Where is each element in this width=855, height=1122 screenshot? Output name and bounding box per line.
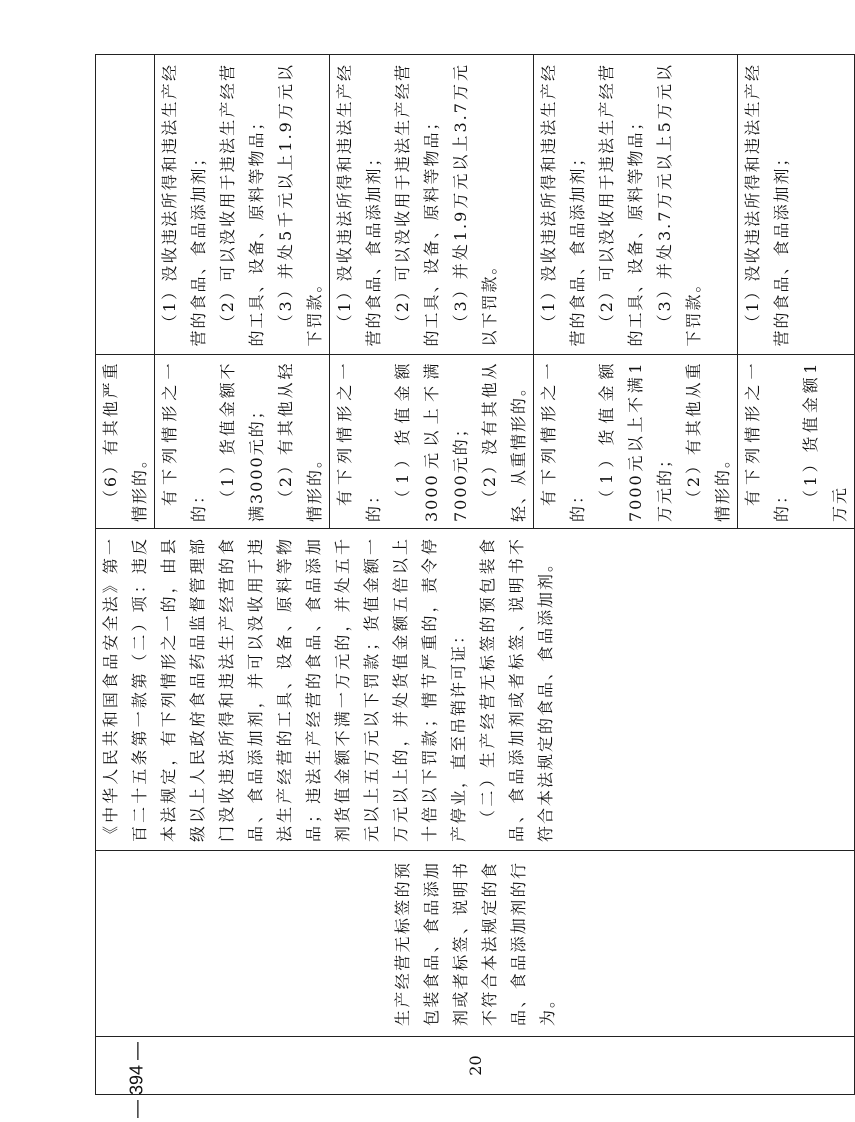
page-number-text: — 394 — — [126, 1041, 147, 1119]
legal-basis-paragraph: 《中华人民共和国食品安全法》第一百二十五条第一款第（二）项：违反本法规定，有下列情形之一的，由县级以上人民政府食品药品监督管理部门没收违法所得和违法生产经营的食品、食品添加剂，并可以没收用于违法生产经营的工具、设备、原料等物品；违法生产经营的食品、食品添加剂货值金额不满一万元的，并处五千元以上五万元以下罚款；货值金额一万元以上的，并处货值金额五倍以上十倍以下罚款；情节严重的，责令停产停业，直至吊销许可证： — [101, 537, 468, 842]
penalty-line: （2）可以没收用于违法生产经营的工具、设备、原料等物品； — [597, 63, 645, 347]
circumstance-line: （1）货值金额3000元以上不满7000元的； — [393, 361, 470, 522]
tier-penalty — [738, 55, 855, 355]
circumstance-line: （1）货值金额7000元以上不满1万元的； — [597, 361, 674, 522]
penalty-table — [95, 54, 855, 1095]
circumstance-line: 有下列情形之一的： — [539, 361, 587, 522]
penalty-line: （1）没收违法所得和违法生产经营的食品、食品添加剂； — [160, 63, 208, 347]
penalty-line: （3）并处3.7万元以上5万元以下罚款。 — [655, 63, 703, 347]
violation-description: 生产经营无标签的预包装食品、食品添加剂或者标签、说明书不符合本法规定的食品、食品添加剂的行为。 — [96, 851, 855, 1037]
penalty-line: （3）并处5千元以上1.9万元以下罚款。 — [276, 63, 324, 347]
circumstance-line: 有下列情形之一的： — [335, 361, 383, 522]
row-number: 20 — [96, 1037, 855, 1095]
circumstance-line: （1）货值金额1万元 — [801, 361, 849, 522]
tier-row — [738, 55, 855, 528]
tier-circumstance — [155, 355, 330, 528]
tier-row — [96, 55, 155, 528]
circumstance-line: 有下列情形之一的： — [743, 361, 791, 522]
circumstance-line: （2）没有其他从轻、从重情形的。 — [480, 361, 528, 522]
legal-basis-item: （二）生产经营无标签的预包装食品、食品添加剂或者标签、说明书不符合本法规定的食品、食品添加剂。 — [478, 537, 555, 842]
circumstance-line: （6）有其他严重情形的。 — [101, 361, 149, 522]
tier-circumstance — [96, 355, 155, 528]
tier-penalty — [155, 55, 330, 355]
tiers-cell — [96, 55, 855, 529]
tier-penalty — [96, 55, 155, 355]
tier-circumstance — [738, 355, 855, 528]
legal-basis — [96, 529, 855, 851]
tier-penalty — [330, 55, 534, 355]
penalty-line: （1）没收违法所得和违法生产经营的食品、食品添加剂； — [743, 63, 791, 347]
circumstance-line: （2）有其他从重情形的。 — [684, 361, 732, 522]
tier-circumstance — [534, 355, 738, 528]
circumstance-line: 有下列情形之一的： — [160, 361, 208, 522]
tier-row — [330, 55, 534, 528]
penalty-line: （1）没收违法所得和违法生产经营的食品、食品添加剂； — [539, 63, 587, 347]
tier-row — [155, 55, 330, 528]
penalty-line: （3）并处1.9万元以上3.7万元以下罚款。 — [451, 63, 499, 347]
tier-table — [96, 55, 854, 528]
circumstance-line: （1）货值金额不满3000元的； — [218, 361, 266, 522]
page-number — [125, 1038, 149, 1122]
penalty-line: （1）没收违法所得和违法生产经营的食品、食品添加剂； — [335, 63, 383, 347]
penalty-line: （2）可以没收用于违法生产经营的工具、设备、原料等物品； — [393, 63, 441, 347]
tier-row — [534, 55, 738, 528]
tier-circumstance — [330, 355, 534, 528]
penalty-line: （2）可以没收用于违法生产经营的工具、设备、原料等物品； — [218, 63, 266, 347]
rotated-page — [95, 55, 849, 1095]
circumstance-line: （2）有其他从轻情形的。 — [276, 361, 324, 522]
tier-penalty — [534, 55, 738, 355]
